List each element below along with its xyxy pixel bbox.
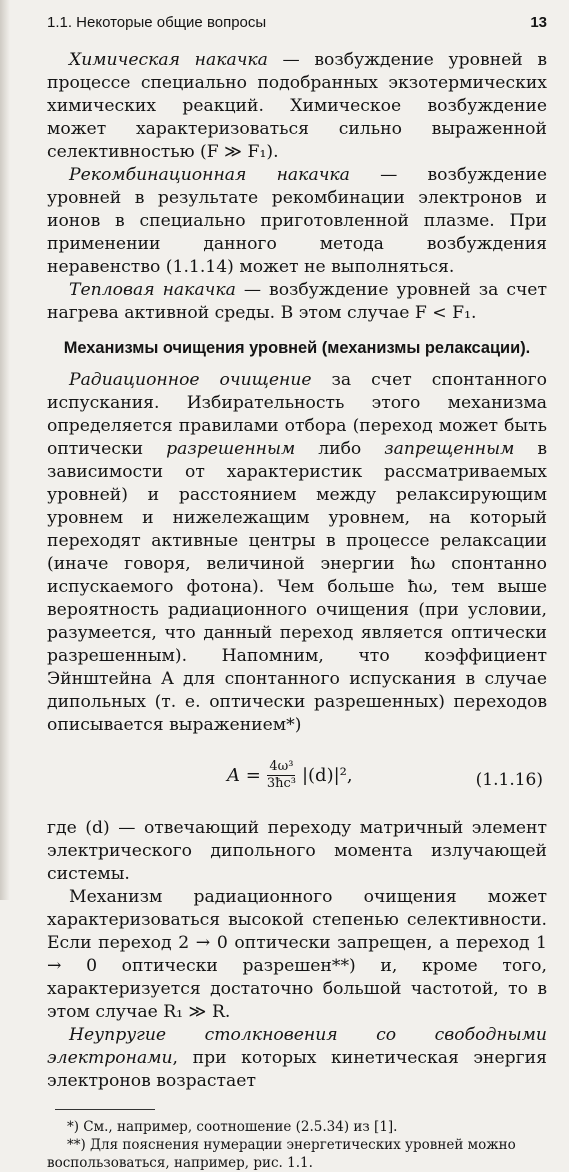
term-inelastic-collisions: Неупругие столкновения со свободными электронами (47, 1025, 547, 1068)
equation-1-1-16 (47, 753, 547, 805)
term-recombination-pumping: Рекомбинационная накачка (69, 165, 350, 185)
equation-body (227, 759, 353, 792)
page-binding-edge (0, 0, 10, 900)
paragraph-recombination-pumping (47, 164, 547, 279)
paragraph-text: — возбуждение уровней в процессе специально подобранных экзотермических химических реакций. Химическое возбуждение может характеризоваться сильно выраженной селективностью (F ≫ F₁). (47, 50, 547, 162)
section-title: 1.1. Некоторые общие вопросы (47, 14, 267, 31)
term-chemical-pumping: Химическая накачка (69, 50, 268, 70)
paragraph-text: , при которых кинетическая энергия электронов возрастает (47, 1048, 547, 1091)
equation-lhs: A = (227, 765, 261, 786)
paragraph-selectivity: Механизм радиационного очищения может характеризоваться высокой степенью селективности. Если переход 2 → 0 оптически запрещен, а переход 1 → 0 оптически разрешен**) и, кроме того, характеризуется достаточно большой частотой, то в этом случае R₁ ≫ R. (47, 887, 547, 1022)
term-radiative-cleaning: Радиационное очищение (69, 370, 312, 390)
paragraph-text: — возбуждение уровней в результате рекомбинации электронов и ионов в специально приготовленной плазме. При применении данного метода возбуждения неравенство (1.1.14) может не выполняться. (47, 165, 547, 277)
page-number: 13 (530, 14, 547, 31)
footnote-1: *) См., например, соотношение (2.5.34) из [1]. (67, 1119, 398, 1135)
term-allowed: разрешенным (166, 439, 296, 459)
footnote-2: **) Для пояснения нумерации энергетических уровней можно воспользоваться, например, рис. 1.1. (47, 1137, 516, 1171)
paragraph-text: в зависимости от характеристик рассматриваемых уровней) и расстоянием между релаксирующим уровнем и нижележащим уровнем, на который переходят активные центры в процессе релаксации (иначе говоря, величиной энергии ħω спонтанно испускаемого фотона). Чем больше ħω, тем выше вероятность радиационного очищения (при условии, разумеется, что данный переход является оптически разрешенным). Напомним, что коэффициент Эйнштейна A для спонтанного испускания в случае дипольных (т. е. оптически разрешенных) переходов описывается выражением*) (47, 439, 548, 735)
equation-fraction (265, 759, 298, 792)
paragraph-where-d: где (d) — отвечающий переходу матричный элемент электрического дипольного момента излучающей системы. (47, 818, 547, 884)
running-header (47, 14, 547, 31)
equation-number: (1.1.16) (475, 770, 543, 790)
footnotes (47, 1118, 547, 1172)
term-thermal-pumping: Тепловая накачка (69, 280, 236, 300)
paragraph-text: либо (295, 439, 385, 459)
footnote-divider (55, 1109, 155, 1110)
term-forbidden: запрещенным (384, 439, 515, 459)
paragraph-text: за счет спонтанного испускания. Избирательность этого механизма определяется правилами отбора (переход может быть оптически (47, 370, 547, 459)
paragraph-inelastic-collisions (47, 1024, 547, 1093)
paragraph-chemical-pumping (47, 49, 547, 164)
paragraph-text: — возбуждение уровней за счет нагрева активной среды. В этом случае F < F₁. (47, 280, 547, 323)
fraction-denominator: 3ħc³ (266, 776, 296, 791)
section-heading: Механизмы очищения уровней (механизмы релаксации). (63, 339, 531, 357)
paragraph-thermal-pumping (47, 279, 547, 325)
page-body (47, 49, 547, 1093)
equation-rhs: |(d)|², (301, 765, 353, 786)
fraction-numerator: 4ω³ (269, 759, 294, 774)
paragraph-radiative-cleaning (47, 369, 547, 737)
